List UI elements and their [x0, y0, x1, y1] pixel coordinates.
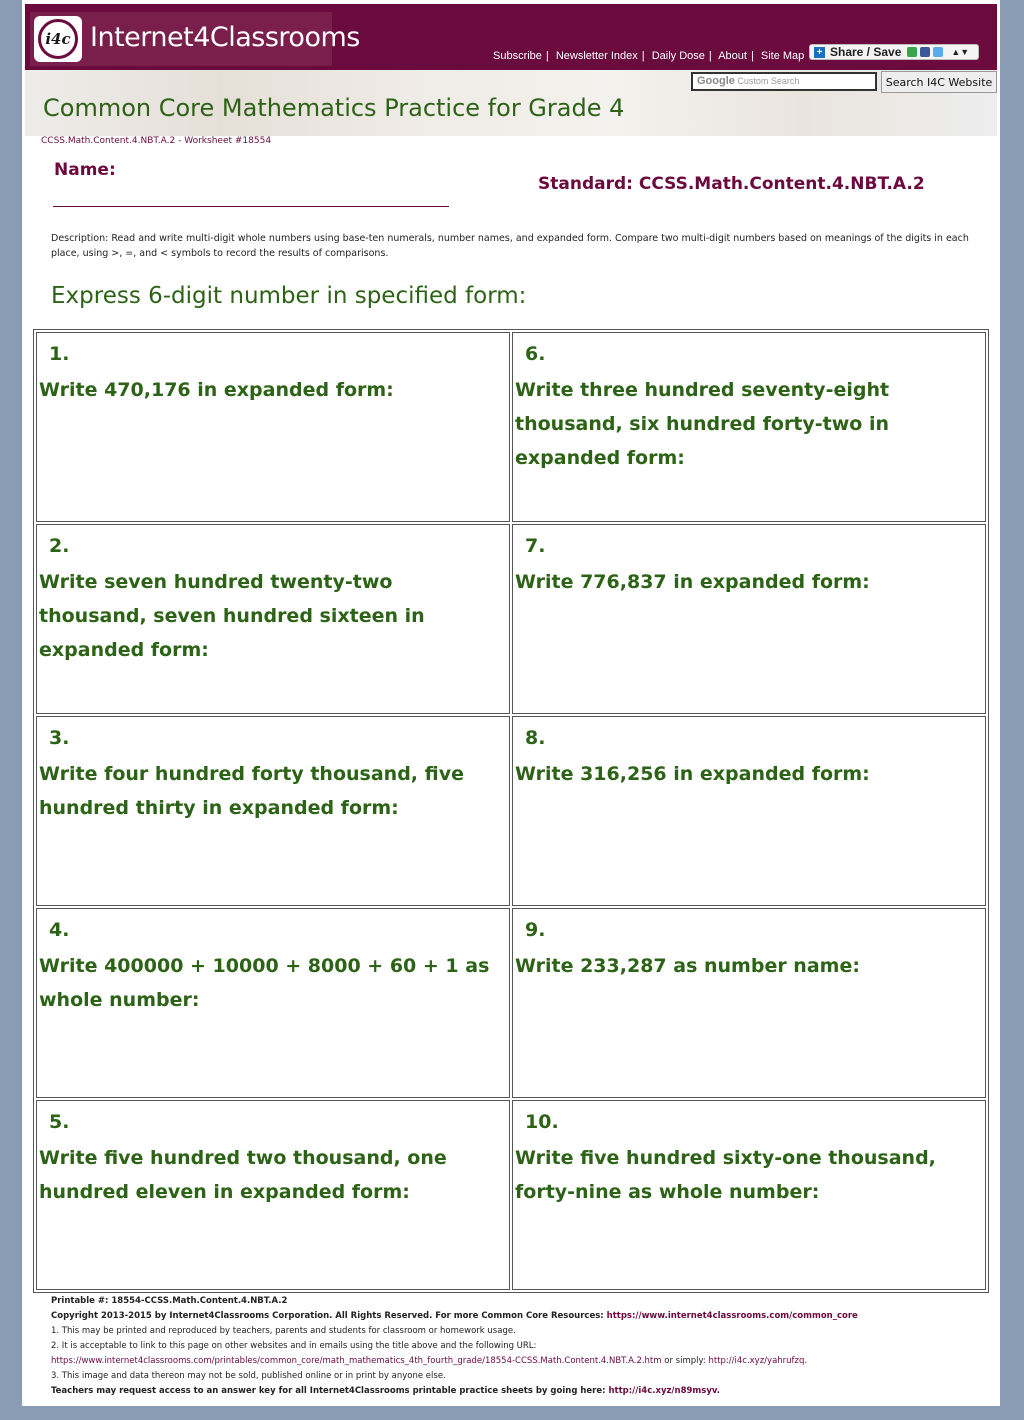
- breadcrumb: CCSS.Math.Content.4.NBT.A.2 - Worksheet #18554: [41, 136, 272, 146]
- section-heading: Express 6-digit number in specified form:: [51, 283, 527, 309]
- copyright-text: Copyright 2013-2015 by Internet4Classrooms Corporation. All Rights Reserved. For more Common Core Resources:: [51, 1311, 604, 1321]
- question-cell: [512, 908, 986, 1098]
- usage-note-1: 1. This may be printed and reproduced by teachers, parents and students for classroom or homework usage.: [51, 1326, 516, 1336]
- short-url-link[interactable]: http://i4c.xyz/yahrufzq.: [708, 1356, 808, 1366]
- question-number: 3.: [49, 727, 70, 749]
- question-cell: [36, 716, 510, 906]
- question-grid: [33, 329, 989, 1293]
- usage-note-2: 2. It is acceptable to link to this page on other websites and in emails using the title above and the following URL:: [51, 1341, 537, 1351]
- answer-key-text: Teachers may request access to an answer key for all Internet4Classrooms printable practice sheets by going here:: [51, 1386, 606, 1396]
- nav-separator: |: [545, 50, 549, 62]
- banner: [25, 70, 997, 136]
- usage-note-3: 3. This image and data thereon may not be sold, published online or in print by anyone else.: [51, 1371, 446, 1381]
- share-save-button[interactable]: [809, 44, 979, 60]
- share-label: Share / Save: [830, 45, 902, 59]
- question-number: 2.: [49, 535, 70, 557]
- question-number: 8.: [525, 727, 546, 749]
- question-text: Write three hundred seventy-eight thousand, six hundred forty-two in expanded form:: [515, 379, 890, 469]
- nav-about[interactable]: About: [718, 50, 747, 62]
- question-number: 9.: [525, 919, 546, 941]
- nav-subscribe[interactable]: Subscribe: [493, 50, 542, 62]
- nav-separator: |: [750, 50, 754, 62]
- answer-key-note: [51, 1384, 991, 1399]
- question-cell: [512, 524, 986, 714]
- nav-site-map[interactable]: Site Map: [760, 50, 805, 62]
- footer: [51, 1294, 991, 1399]
- logo-icon: [34, 16, 82, 62]
- question-cell: [36, 524, 510, 714]
- description: Description: Read and write multi-digit whole numbers using base-ten numerals, number names, and expanded form. Compare two multi-digit numbers based on meanings of the digits in each place, using >, =, and < symbols to record the results of comparisons.: [51, 233, 969, 259]
- site-header: [25, 4, 997, 70]
- search-input[interactable]: [691, 72, 877, 91]
- nav-newsletter-index[interactable]: Newsletter Index: [555, 50, 638, 62]
- common-core-link[interactable]: https://www.internet4classrooms.com/common_core: [606, 1311, 858, 1321]
- or-simply-text: or simply:: [664, 1356, 706, 1366]
- question-text: Write five hundred sixty-one thousand, forty-nine as whole number:: [515, 1147, 936, 1203]
- nav-separator: |: [708, 50, 712, 62]
- question-cell: [36, 332, 510, 522]
- facebook-icon: [920, 47, 930, 57]
- question-text: Write 316,256 in expanded form:: [515, 763, 870, 785]
- question-number: 4.: [49, 919, 70, 941]
- answer-key-link[interactable]: http://i4c.xyz/n89msyv.: [608, 1386, 720, 1396]
- question-number: 7.: [525, 535, 546, 557]
- question-number: 6.: [525, 343, 546, 365]
- question-number: 5.: [49, 1111, 70, 1133]
- question-cell: [512, 332, 986, 522]
- question-text: Write five hundred two thousand, one hundred eleven in expanded form:: [39, 1147, 447, 1203]
- question-text: Write 470,176 in expanded form:: [39, 379, 394, 401]
- google-logo: Google: [697, 75, 735, 87]
- printable-number: Printable #: 18554-CCSS.Math.Content.4.NBT.A.2: [51, 1296, 288, 1306]
- logo[interactable]: [30, 12, 360, 66]
- logo-text: Internet4Classrooms: [90, 22, 360, 53]
- name-line: [53, 206, 449, 207]
- question-cell: [512, 716, 986, 906]
- search-button[interactable]: Search I4C Website: [881, 71, 997, 93]
- usage-note-2-urls: [51, 1354, 991, 1369]
- top-nav: [493, 50, 804, 62]
- question-cell: [36, 908, 510, 1098]
- search-placeholder: Custom Search: [737, 76, 800, 86]
- nav-separator: |: [641, 50, 645, 62]
- question-cell: [36, 1100, 510, 1290]
- question-number: 10.: [525, 1111, 559, 1133]
- chevron-updown-icon: ▲▼: [951, 47, 970, 57]
- copyright: [51, 1309, 991, 1324]
- question-text: Write 776,837 in expanded form:: [515, 571, 870, 593]
- page: [22, 0, 1000, 1406]
- question-text: Write 233,287 as number name:: [515, 955, 860, 977]
- question-cell: [512, 1100, 986, 1290]
- page-title: Common Core Mathematics Practice for Grade 4: [43, 94, 625, 122]
- question-text: Write seven hundred twenty-two thousand, seven hundred sixteen in expanded form:: [39, 571, 425, 661]
- logo-icon-text: i4c: [38, 19, 78, 59]
- email-share-icon: [907, 47, 917, 57]
- question-number: 1.: [49, 343, 70, 365]
- plus-icon: +: [814, 47, 825, 58]
- nav-daily-dose[interactable]: Daily Dose: [651, 50, 705, 62]
- standard-label: Standard: CCSS.Math.Content.4.NBT.A.2: [538, 174, 925, 194]
- question-text: Write four hundred forty thousand, five hundred thirty in expanded form:: [39, 763, 464, 819]
- question-text: Write 400000 + 10000 + 8000 + 60 + 1 as whole number:: [39, 955, 490, 1011]
- name-label: Name:: [54, 160, 116, 180]
- twitter-icon: [933, 47, 943, 57]
- worksheet-url-link[interactable]: https://www.internet4classrooms.com/printables/common_core/math_mathematics_4th_fourth_grade/18554-CCSS.Math.Content.4.NBT.A.2.htm: [51, 1356, 662, 1366]
